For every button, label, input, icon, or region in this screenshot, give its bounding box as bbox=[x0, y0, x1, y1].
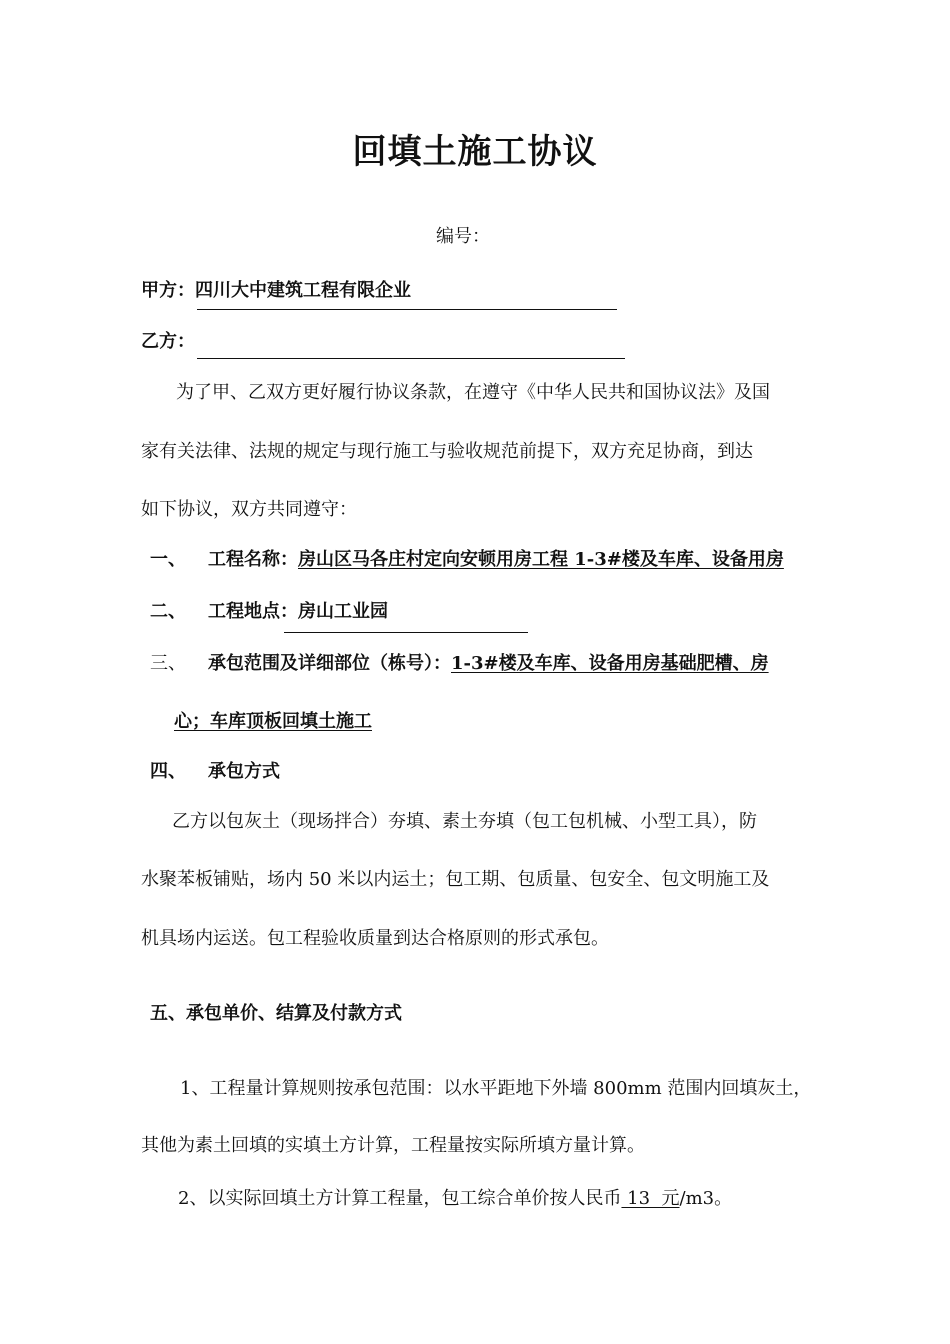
method-line-3: 机具场内运送。包工程验收质量到达合格原则的形式承包。 bbox=[141, 928, 609, 949]
unit-price-value: 13 元 bbox=[621, 1188, 680, 1209]
section-2-number: 二、 bbox=[150, 601, 186, 622]
party-a-row bbox=[141, 276, 411, 302]
party-a-label: 甲方： bbox=[141, 280, 195, 301]
project-name-label: 工程名称： bbox=[208, 549, 298, 570]
section-3-number: 三、 bbox=[150, 653, 186, 674]
item-2-line bbox=[178, 1184, 732, 1210]
contract-method-label: 承包方式 bbox=[208, 761, 280, 782]
section-4-number: 四、 bbox=[150, 761, 186, 782]
party-a-underline bbox=[197, 309, 617, 310]
section-1-number: 一、 bbox=[150, 549, 186, 570]
scope-value-line-2: 心；车库顶板回填土施工 bbox=[174, 711, 372, 732]
project-name-value: 房山区马各庄村定向安顿用房工程 1-3#楼及车库、设备用房 bbox=[298, 549, 784, 570]
project-location-label: 工程地点： bbox=[208, 601, 298, 622]
contract-number-label: 编号： bbox=[436, 226, 490, 247]
intro-line-3: 如下协议，双方共同遵守： bbox=[141, 499, 357, 520]
party-b-label: 乙方： bbox=[141, 331, 195, 352]
item-1-line-2: 其他为素土回填的实填土方计算，工程量按实际所填方量计算。 bbox=[141, 1135, 645, 1156]
project-location-value: 房山工业园 bbox=[298, 601, 388, 622]
section-1-row bbox=[208, 545, 784, 571]
scope-value-line-1: 1-3#楼及车库、设备用房基础肥槽、房 bbox=[451, 653, 769, 674]
item-2-prefix: 2、以实际回填土方计算工程量，包工综合单价按人民币 bbox=[178, 1188, 622, 1209]
method-line-1: 乙方以包灰土（现场拌合）夯填、素土夯填（包工包机械、小型工具），防 bbox=[172, 811, 757, 832]
item-2-suffix: /m3。 bbox=[679, 1188, 733, 1209]
section-2-row bbox=[208, 597, 388, 623]
party-a-name: 四川大中建筑工程有限企业 bbox=[195, 280, 411, 301]
intro-line-1: 为了甲、乙双方更好履行协议条款，在遵守《中华人民共和国协议法》及国 bbox=[176, 382, 770, 403]
section-5-heading: 五、承包单价、结算及付款方式 bbox=[150, 1003, 402, 1024]
item-1-line-1: 1、工程量计算规则按承包范围：以水平距地下外墙 800mm 范围内回填灰土， bbox=[180, 1078, 812, 1099]
scope-label: 承包范围及详细部位（栋号）： bbox=[208, 653, 451, 674]
party-b-underline bbox=[197, 358, 625, 359]
section-3-row bbox=[208, 649, 769, 675]
intro-line-2: 家有关法律、法规的规定与现行施工与验收规范前提下，双方充足协商，到达 bbox=[141, 441, 753, 462]
location-underline bbox=[284, 632, 528, 633]
method-line-2: 水聚苯板铺贴，场内 50 米以内运土；包工期、包质量、包安全、包文明施工及 bbox=[141, 869, 770, 890]
document-title: 回填土施工协议 bbox=[352, 132, 598, 172]
